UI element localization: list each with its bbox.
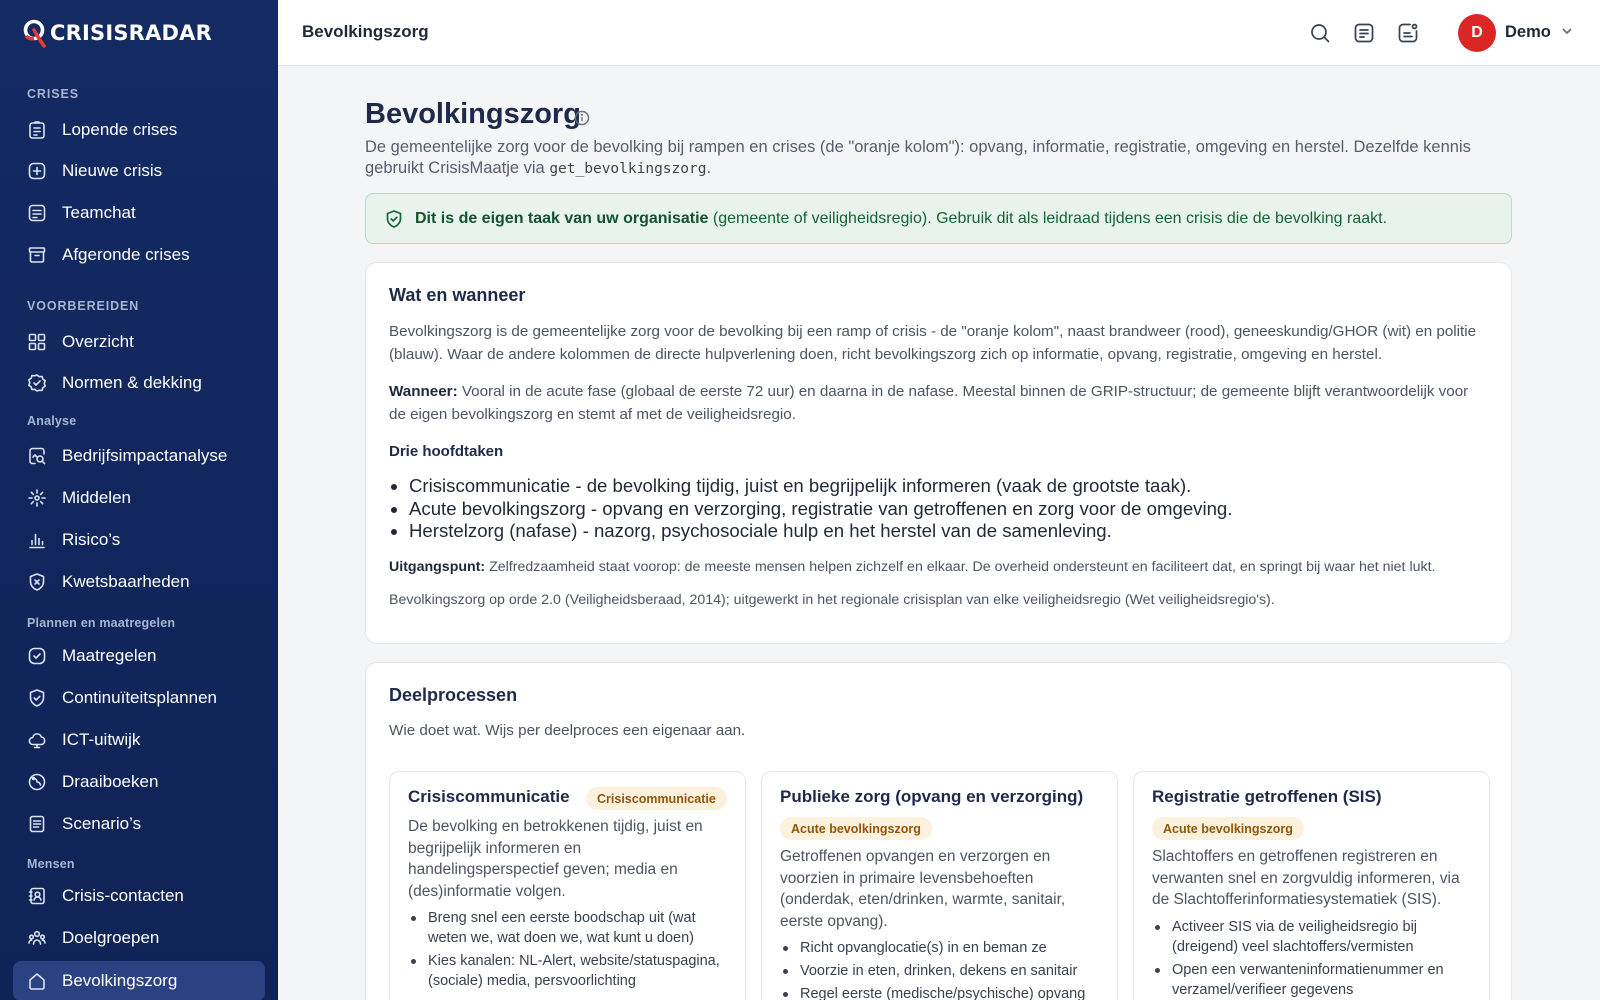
tool-name-code: get_bevolkingszorg xyxy=(549,161,707,177)
list-item: Regel eerste (medische/psychische) opvang xyxy=(780,984,1102,1000)
sidebar-item-ict-uitwijk[interactable] xyxy=(13,720,265,760)
wanneer-label: Wanneer: xyxy=(389,383,458,400)
deelprocessen-subtitle: Wie doet wat. Wijs per deelproces een eigenaar aan. xyxy=(389,722,746,739)
notes-icon[interactable] xyxy=(1352,21,1376,45)
page-description xyxy=(365,137,1495,180)
avatar[interactable]: D xyxy=(1458,14,1496,52)
sidebar-item-continuiteitsplannen[interactable] xyxy=(13,678,265,718)
deelproces-card-registratie[interactable] xyxy=(1133,771,1490,1000)
sidebar-item-label: Normen & dekking xyxy=(62,373,202,392)
description-text: De gemeentelijke zorg voor de bevolking bij rampen en crises (de "oranje kolom"): opvang, informatie, registratie, omgeving en herstel. Dezelfde kennis gebruikt CrisisMaatje via xyxy=(365,138,1471,177)
sidebar-item-label: Afgeronde crises xyxy=(62,245,190,264)
intro-text: Bevolkingszorg is de gemeentelijke zorg voor de bevolking bij een ramp of crisis - de "oranje kolom", naast brandweer (rood), geneeskundig/GHOR (wit) en politie (blauw). Waar de andere kolommen de directe hulpverlening doen, richt bevolkingszorg zich op informatie, opvang, registratie, omgeving en herstel. xyxy=(389,323,1477,363)
deelproces-list xyxy=(780,938,1102,1000)
card-heading: Wat en wanneer xyxy=(389,285,526,305)
notice-bold: Dit is de eigen taak van uw organisatie xyxy=(415,209,709,227)
deelproces-description: De bevolking en betrokkenen tijdig, juist en begrijpelijk informeren en handelingsperspectief geven; media en (des)informatie volgen. xyxy=(408,818,703,900)
app-name: CRISISRADAR xyxy=(50,21,212,45)
uitgangspunt-label: Uitgangspunt: xyxy=(389,559,486,575)
deelproces-card-publieke-zorg[interactable] xyxy=(761,771,1118,1000)
nav-section-analyse: Analyse xyxy=(27,414,77,428)
logo[interactable] xyxy=(22,18,212,48)
clipboard-list-icon xyxy=(27,120,47,140)
cloud-icon xyxy=(27,730,47,750)
notice-text xyxy=(415,210,1387,228)
status-badge: Acute bevolkingszorg xyxy=(780,817,932,840)
shield-check-icon xyxy=(27,688,47,708)
sidebar-item-teamchat[interactable] xyxy=(13,193,265,233)
sidebar-item-label: Middelen xyxy=(62,488,131,507)
wanneer-body: Vooral in de acute fase (globaal de eerste 72 uur) en daarna in de nafase. Meestal binnen de GRIP-structuur; de gemeente blijft verantwoordelijk voor de eigen bevolkingszorg en stemt af met de veiligheidsregio. xyxy=(389,383,1469,423)
user-name[interactable]: Demo xyxy=(1505,23,1551,41)
nav-section-crises: CRISES xyxy=(27,87,79,101)
hoofdtaken-heading: Drie hoofdtaken xyxy=(389,443,504,460)
wanneer-text xyxy=(389,381,1489,426)
description-end: . xyxy=(706,159,712,177)
notice-rest: (gemeente of veiligheidsregio). Gebruik dit als leidraad tijdens een crisis die de bevolking raakt. xyxy=(708,209,1388,227)
plus-square-icon xyxy=(27,161,47,181)
sidebar-item-label: Overzicht xyxy=(62,332,134,351)
sidebar-item-label: Bedrijfsimpactanalyse xyxy=(62,446,228,465)
book-icon xyxy=(27,772,47,792)
own-task-notice xyxy=(365,193,1512,244)
sidebar-item-lopende-crises[interactable] xyxy=(13,110,265,150)
deelproces-description: Getroffenen opvangen en verzorgen en voorzien in primaire levensbehoeften (onderdak, eten/drinken, warmte, sanitair, eerste opvang). xyxy=(780,848,1066,930)
radar-logo-icon xyxy=(22,18,46,48)
contact-icon xyxy=(27,886,47,906)
topbar xyxy=(278,0,1600,66)
sidebar-item-bevolkingszorg[interactable] xyxy=(13,961,265,1000)
deelproces-list xyxy=(408,908,730,994)
list-item: Richt opvanglocatie(s) in en beman ze xyxy=(780,938,1102,958)
sidebar-item-label: Nieuwe crisis xyxy=(62,161,163,180)
sidebar-item-label: Doelgroepen xyxy=(62,928,160,947)
uitgangspunt-body: Zelfredzaamheid staat voorop: de meeste mensen helpen zichzelf en elkaar. De overheid ondersteunt en faciliteert dat, en springt bij waar het niet lukt. xyxy=(485,559,1436,575)
sidebar-item-risicos[interactable] xyxy=(13,520,265,560)
sidebar-item-label: Crisis-contacten xyxy=(62,886,184,905)
deelproces-card-crisiscommunicatie[interactable] xyxy=(389,771,746,1000)
sidebar-item-label: Scenario’s xyxy=(62,814,142,833)
deelproces-title: Publieke zorg (opvang en verzorging) xyxy=(780,787,1084,806)
search-icon[interactable] xyxy=(1308,21,1332,45)
sidebar-item-label: Bevolkingszorg xyxy=(62,971,178,990)
list-item: Crisiscommunicatie - de bevolking tijdig, juist en begrijpelijk informeren (vaak de grootste taak). xyxy=(389,475,1489,498)
chart-search-icon xyxy=(27,446,47,466)
sidebar xyxy=(0,0,278,1000)
shield-alert-icon xyxy=(27,572,47,592)
resources-icon xyxy=(27,488,47,508)
grid-icon xyxy=(27,332,47,352)
sidebar-item-label: Maatregelen xyxy=(62,646,157,665)
status-badge: Crisiscommunicatie xyxy=(586,787,727,810)
sidebar-item-maatregelen[interactable] xyxy=(13,636,265,676)
sidebar-item-crisis-contacten[interactable] xyxy=(13,876,265,916)
deelprocessen-card xyxy=(365,662,1512,1000)
source-text: Bevolkingszorg op orde 2.0 (Veiligheidsberaad, 2014); uitgewerkt in het regionale crisisplan van elke veiligheidsregio (Wet veiligheidsregio's). xyxy=(389,592,1275,608)
check-badge-icon xyxy=(27,646,47,666)
sidebar-item-bedrijfsimpactanalyse[interactable] xyxy=(13,436,265,476)
list-item: Kies kanalen: NL-Alert, website/statuspagina, (sociale) media, persvoorlichting xyxy=(408,951,730,991)
archive-icon xyxy=(27,245,47,265)
sidebar-item-label: Teamchat xyxy=(62,203,136,222)
deelproces-title: Registratie getroffenen (SIS) xyxy=(1152,787,1382,806)
status-badge: Acute bevolkingszorg xyxy=(1152,817,1304,840)
info-icon[interactable] xyxy=(574,110,590,126)
bar-chart-icon xyxy=(27,530,47,550)
list-item: Acute bevolkingszorg - opvang en verzorging, registratie van getroffenen en zorg voor de omgeving. xyxy=(389,498,1489,521)
chevron-down-icon[interactable] xyxy=(1560,24,1574,38)
list-item: Voorzie in eten, drinken, dekens en sanitair xyxy=(780,961,1102,981)
users-icon xyxy=(27,928,47,948)
topbar-title: Bevolkingszorg xyxy=(302,22,429,41)
notification-icon[interactable] xyxy=(1396,21,1420,45)
sidebar-item-label: ICT-uitwijk xyxy=(62,730,141,749)
document-icon xyxy=(27,814,47,834)
sidebar-item-kwetsbaarheden[interactable] xyxy=(13,562,265,602)
badge-check-icon xyxy=(27,373,47,393)
list-item: Breng snel een eerste boodschap uit (wat weten we, wat doen we, wat kunt u doen) xyxy=(408,908,730,948)
uitgangspunt-text xyxy=(389,556,1489,579)
nav-section-voorbereiden: VOORBEREIDEN xyxy=(27,299,140,313)
sidebar-item-label: Risico’s xyxy=(62,530,121,549)
home-icon xyxy=(27,971,47,991)
sidebar-item-draaiboeken[interactable] xyxy=(13,762,265,802)
list-item: Herstelzorg (nafase) - nazorg, psychosociale hulp en het herstel van de samenleving. xyxy=(389,520,1489,543)
deelproces-title: Crisiscommunicatie xyxy=(408,787,570,806)
hoofdtaken-list xyxy=(389,475,1489,543)
sidebar-item-label: Draaiboeken xyxy=(62,772,159,791)
wat-en-wanneer-card xyxy=(365,262,1512,644)
sidebar-item-label: Continuïteitsplannen xyxy=(62,688,218,707)
sidebar-item-normen-dekking[interactable] xyxy=(13,363,265,403)
sidebar-item-label: Kwetsbaarheden xyxy=(62,572,190,591)
list-item: Open een verwanteninformatienummer en verzamel/verifieer gegevens xyxy=(1152,960,1474,1000)
sidebar-item-label: Lopende crises xyxy=(62,120,178,139)
deelproces-list xyxy=(1152,917,1474,1000)
sidebar-item-afgeronde-crises[interactable] xyxy=(13,235,265,275)
sidebar-item-nieuwe-crisis[interactable] xyxy=(13,151,265,191)
page-title: Bevolkingszorg xyxy=(365,98,581,130)
sidebar-item-overzicht[interactable] xyxy=(13,322,265,362)
nav-section-mensen: Mensen xyxy=(27,857,75,871)
shield-check-icon xyxy=(384,209,404,229)
sidebar-item-middelen[interactable] xyxy=(13,478,265,518)
card-heading: Deelprocessen xyxy=(389,685,518,705)
chat-icon xyxy=(27,203,47,223)
deelproces-description: Slachtoffers en getroffenen registreren en verwanten snel en zorgvuldig informeren, via de Slachtofferinformatiesystematiek (SIS). xyxy=(1152,848,1460,908)
sidebar-item-scenarios[interactable] xyxy=(13,804,265,844)
list-item: Activeer SIS via de veiligheidsregio bij (dreigend) veel slachtoffers/vermisten xyxy=(1152,917,1474,957)
nav-section-plannen: Plannen en maatregelen xyxy=(27,616,176,630)
sidebar-item-doelgroepen[interactable] xyxy=(13,918,265,958)
